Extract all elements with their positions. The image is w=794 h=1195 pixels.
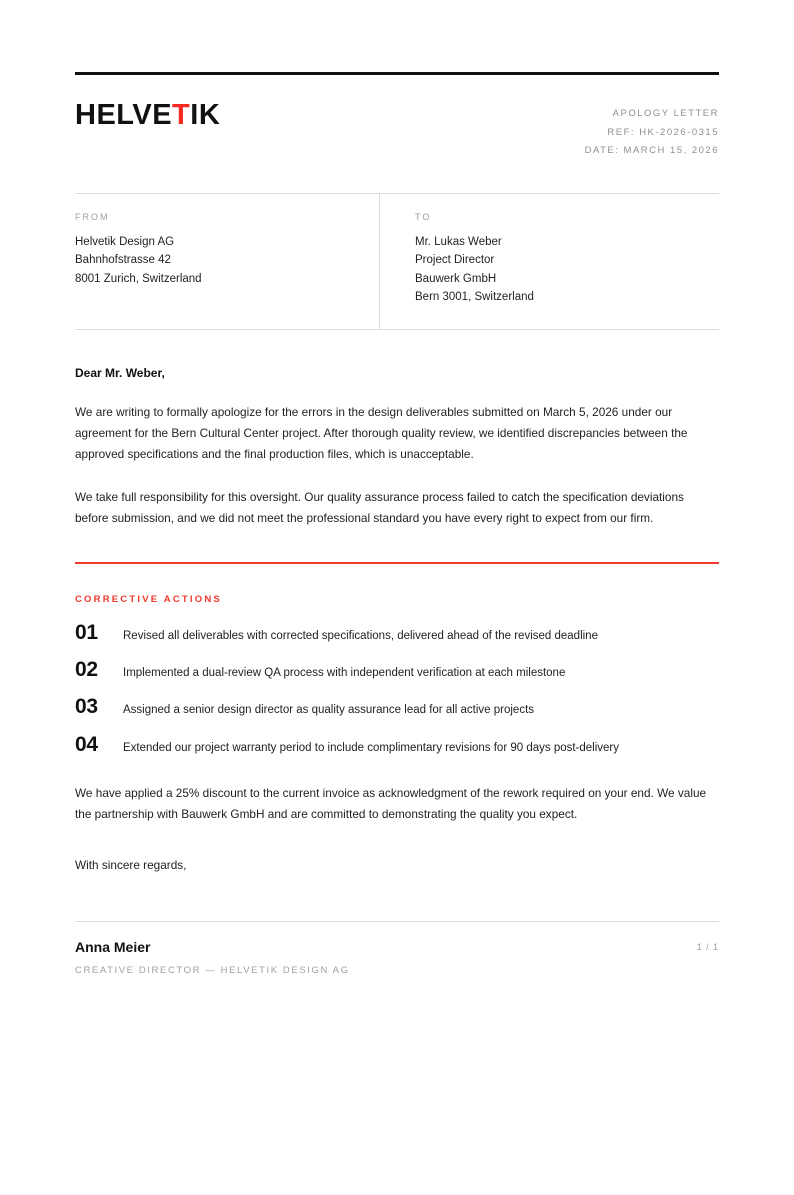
logo-accent-letter: T — [172, 99, 191, 131]
top-divider-rule — [75, 72, 719, 75]
document-reference: REF: HK-2026-0315 — [607, 126, 719, 138]
to-label: TO — [415, 211, 432, 222]
action-item — [75, 733, 719, 757]
signature-footer — [75, 921, 719, 976]
signature-block — [75, 939, 350, 976]
action-number: 01 — [75, 620, 98, 644]
from-line: Helvetik Design AG — [75, 235, 175, 248]
action-number: 04 — [75, 732, 98, 756]
document-type: APOLOGY LETTER — [612, 108, 719, 119]
from-line: 8001 Zurich, Switzerland — [75, 272, 202, 285]
document-meta — [585, 101, 719, 161]
corrective-actions-heading: CORRECTIVE ACTIONS — [75, 593, 222, 605]
from-column — [75, 194, 379, 330]
action-text: Assigned a senior design director as quality assurance lead for all active projects — [123, 704, 535, 717]
action-text: Revised all deliverables with corrected specifications, delivered ahead of the revised deadline — [123, 629, 598, 642]
accent-divider-rule — [75, 562, 719, 564]
letterhead — [75, 101, 719, 161]
body-paragraph-1: We are writing to formally apologize for the errors in the design deliverables submitted on March 5, 2026 under our agreement for the Bern Cultural Center project. After thorough quality review, we identified discrepancies between the approved specifications and the final production files, which is unacceptable. — [75, 405, 688, 462]
closing-paragraph: We have applied a 25% discount to the current invoice as acknowledgment of the rework required on your end. We value the partnership with Bauwerk GmbH and are committed to demonstrating the quality you expect. — [75, 785, 707, 821]
action-item — [75, 695, 719, 719]
company-logo — [75, 101, 220, 130]
greeting-line: Dear Mr. Weber, — [75, 366, 165, 381]
to-line: Bauwerk GmbH — [415, 272, 497, 285]
from-line: Bahnhofstrasse 42 — [75, 254, 171, 267]
action-text: Implemented a dual-review QA process with independent verification at each milestone — [123, 667, 566, 680]
action-text: Extended our project warranty period to include complimentary revisions for 90 days post-delivery — [123, 741, 620, 754]
action-number: 03 — [75, 695, 98, 719]
action-item — [75, 658, 719, 682]
from-label: FROM — [75, 211, 110, 222]
to-line: Project Director — [415, 254, 495, 267]
to-line: Mr. Lukas Weber — [415, 235, 502, 248]
action-number: 02 — [75, 658, 98, 682]
address-block — [75, 193, 719, 331]
signer-name: Anna Meier — [75, 938, 151, 955]
logo-suffix: IK — [190, 99, 221, 131]
corrective-actions-list — [75, 621, 719, 757]
to-line: Bern 3001, Switzerland — [415, 291, 534, 304]
body-paragraph-2: We take full responsibility for this oversight. Our quality assurance process failed to catch the specification deviations before submission, and we did not meet the professional standard you have every right to expect from our firm. — [75, 490, 684, 525]
logo-prefix: HELVE — [75, 99, 173, 131]
regards-line: With sincere regards, — [75, 857, 187, 872]
signer-role: CREATIVE DIRECTOR — HELVETIK DESIGN AG — [75, 964, 350, 976]
action-item — [75, 621, 719, 645]
letter-page — [0, 72, 794, 1195]
document-date: DATE: MARCH 15, 2026 — [584, 145, 719, 157]
page-number: 1 / 1 — [696, 941, 719, 953]
to-column — [379, 194, 719, 330]
